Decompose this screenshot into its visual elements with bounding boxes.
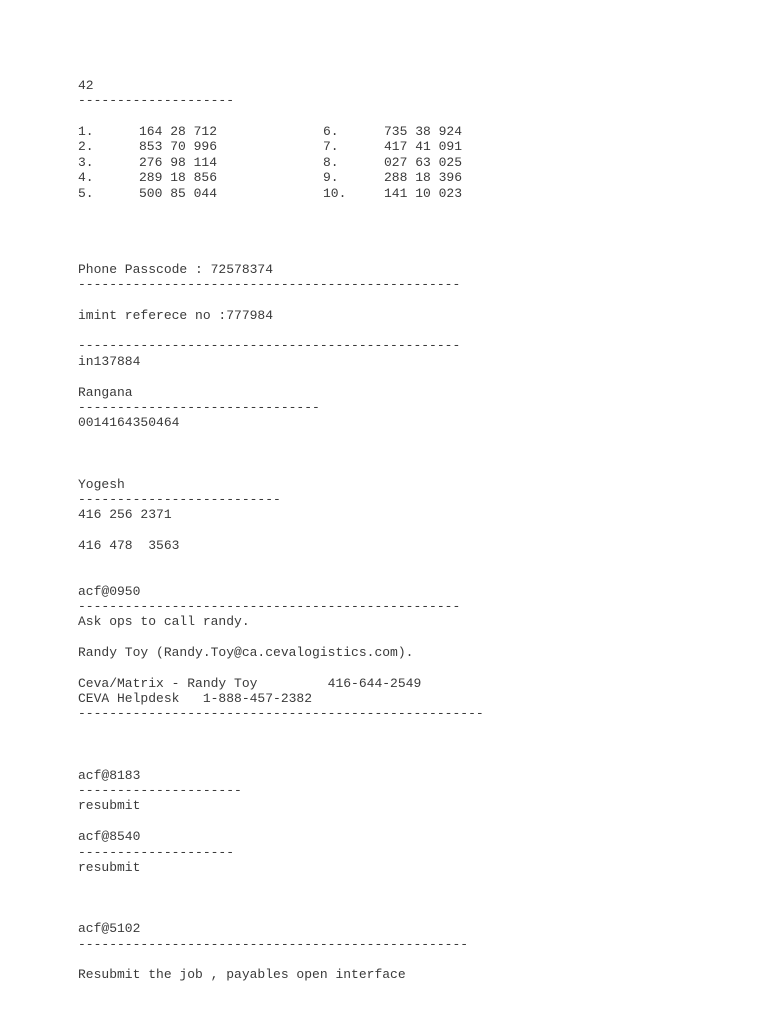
rangana-name: Rangana <box>78 385 133 400</box>
list-value: 288 18 396 <box>384 170 463 185</box>
list-index: 9. <box>323 170 339 185</box>
list-index: 10. <box>323 186 347 201</box>
acf5102-note: Resubmit the job , payables open interface <box>78 967 406 982</box>
acf8183-rule: --------------------- <box>78 783 242 798</box>
phone-passcode-rule: ------------------------------------------------- <box>78 277 461 292</box>
acf0950-note: Ask ops to call randy. <box>78 614 250 629</box>
acf0950-ceva-matrix: Ceva/Matrix - Randy Toy 416-644-2549 <box>78 676 422 691</box>
list-index: 2. <box>78 139 94 154</box>
acf0950-rule: ------------------------------------------------- <box>78 599 461 614</box>
acf0950-rule-end: ---------------------------------------------------- <box>78 706 484 721</box>
header-number: 42 <box>78 78 94 93</box>
acf0950-code: acf@0950 <box>78 584 141 599</box>
in-code: in137884 <box>78 354 141 369</box>
rangana-rule: ------------------------------- <box>78 400 320 415</box>
list-index: 4. <box>78 170 94 185</box>
header-rule: -------------------- <box>78 93 235 108</box>
list-index: 8. <box>323 155 339 170</box>
list-value: 289 18 856 <box>139 170 218 185</box>
list-index: 6. <box>323 124 339 139</box>
imint-reference: imint referece no :777984 <box>78 308 274 323</box>
list-value: 735 38 924 <box>384 124 463 139</box>
list-value: 276 98 114 <box>139 155 218 170</box>
list-value: 027 63 025 <box>384 155 463 170</box>
acf5102-rule: -------------------------------------------------- <box>78 937 469 952</box>
yogesh-phone-1: 416 256 2371 <box>78 507 172 522</box>
yogesh-name: Yogesh <box>78 477 125 492</box>
imint-rule: ------------------------------------------------- <box>78 338 461 353</box>
yogesh-rule: -------------------------- <box>78 492 281 507</box>
list-value: 500 85 044 <box>139 186 218 201</box>
acf5102-code: acf@5102 <box>78 921 141 936</box>
list-index: 7. <box>323 139 339 154</box>
list-value: 417 41 091 <box>384 139 463 154</box>
phone-passcode: Phone Passcode : 72578374 <box>78 262 274 277</box>
acf8540-code: acf@8540 <box>78 829 141 844</box>
acf8183-note: resubmit <box>78 798 141 813</box>
acf8183-code: acf@8183 <box>78 768 141 783</box>
list-index: 1. <box>78 124 94 139</box>
rangana-phone: 0014164350464 <box>78 415 180 430</box>
yogesh-phone-2: 416 478 3563 <box>78 538 180 553</box>
list-value: 164 28 712 <box>139 124 218 139</box>
acf0950-contact: Randy Toy (Randy.Toy@ca.cevalogistics.com). <box>78 645 414 660</box>
acf0950-ceva-helpdesk: CEVA Helpdesk 1-888-457-2382 <box>78 691 313 706</box>
acf8540-note: resubmit <box>78 860 141 875</box>
list-value: 853 70 996 <box>139 139 218 154</box>
list-index: 3. <box>78 155 94 170</box>
list-value: 141 10 023 <box>384 186 463 201</box>
acf8540-rule: -------------------- <box>78 845 235 860</box>
list-index: 5. <box>78 186 94 201</box>
